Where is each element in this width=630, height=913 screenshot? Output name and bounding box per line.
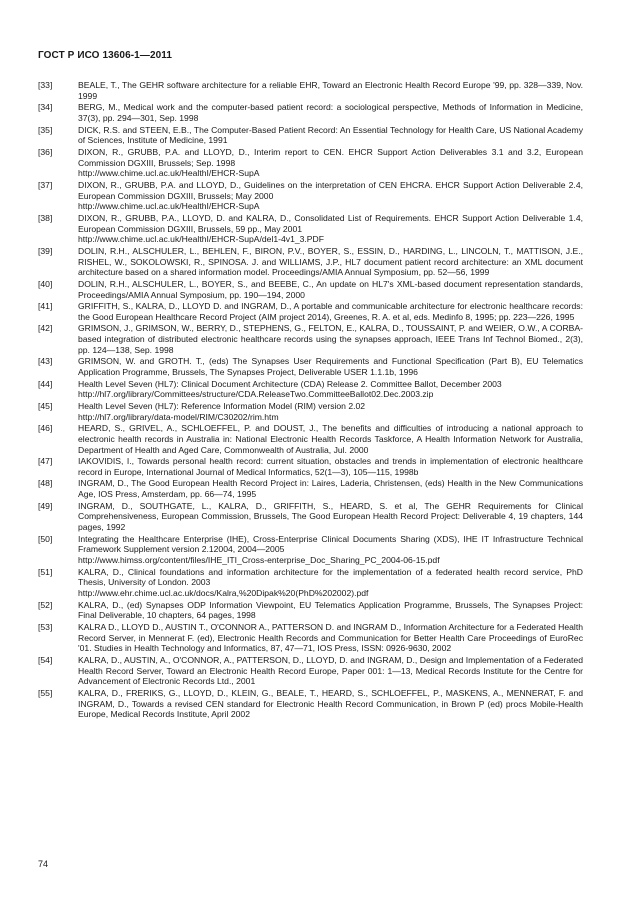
reference-entry — [38, 379, 583, 401]
reference-citation: BEALE, T., The GEHR software architecture for a reliable EHR, Toward an Electronic Health Record Europe '99, pp. 328—339, Nov. 1999 — [78, 80, 583, 101]
reference-url: http://www.chime.ucl.ac.uk/HealthI/EHCR-SupA — [78, 168, 260, 179]
reference-citation: GRIMSON, J., GRIMSON, W., BERRY, D., STEPHENS, G., FELTON, E., KALRA, D., TOUSSAINT, P. and WEIER, O.W., A CORBA-based integration of distributed electronic healthcare records using the synapses approach, IEEE Trans Inf Technol Biomed., 2(3), pp. 124—138, Sep. 1998 — [78, 323, 583, 355]
reference-number: [40] — [38, 278, 53, 289]
reference-number: [34] — [38, 102, 53, 113]
reference-citation: GRIMSON, W. and GROTH. T., (eds) The Synapses User Requirements and Functional Specification (Part B), EU Telematics Application Programme, Brussels, The Synapses Project, Deliverable USER 1.1.1b, 1996 — [78, 356, 583, 377]
reference-text — [78, 246, 583, 278]
reference-number: [38] — [38, 212, 53, 223]
reference-citation: DIXON, R., GRUBB, P.A., LLOYD, D. and KALRA, D., Consolidated List of Requirements. EHCR Support Action Deliverable 1.4, European Commission DGXIII, Brussels, 59 pp., May 2001 — [78, 212, 583, 234]
reference-text — [78, 534, 583, 566]
reference-text — [78, 478, 583, 500]
reference-number: [54] — [38, 654, 53, 665]
reference-citation: KALRA D., LLOYD D., AUSTIN T., O'CONNOR A., PATTERSON D. and INGRAM D., Information Architecture for a Federated Health Record Server, in Mennerat F. (ed), Electronic Health Records and Communication for Better Health Care Proceedings of EuroRec '01. Studies in Health Technology and Informatics, 87, 47—71, IOS Press, ISSN: 0926-9630, 2002 — [78, 621, 583, 654]
reference-number: [55] — [38, 687, 53, 698]
reference-text — [78, 501, 583, 533]
reference-text — [78, 301, 583, 323]
reference-number: [51] — [38, 566, 53, 577]
reference-citation: KALRA, D., AUSTIN, A., O'CONNOR, A., PATTERSON, D., LLOYD, D. and INGRAM, D., Design and Implementation of a Federated Health Record Server, Toward an Electronic Health Record Europe, Paper 001: 1—13, Medical Records Institute for the Centre for Advancement of Electronic Records Ltd., 2001 — [78, 654, 583, 687]
reference-number: [53] — [38, 621, 53, 632]
reference-citation: DOLIN, R.H., ALSCHULER, L., BOYER, S., and BEEBE, C., An update on HL7's XML-based document representation standards, Proceedings/AMIA Annual Symposium, pp. 190—194, 2000 — [78, 278, 583, 300]
reference-citation: DOLIN, R.H., ALSCHULER, L., BEHLEN, F., BIRON, P.V., BOYER, S., ESSIN, D., HARDING, L., LINCOLN, T., MATTISON, J.E., RISHEL, W., SOKOLOWSKI, R., SPINOSA. J. and WILLIAMS, J.P., HL7 document patient record architecture: an XML document architecture based on a shared information model. Proceedings/AMIA Annual Symposium, pp. 52—56, 1999 — [78, 245, 583, 278]
reference-entry — [38, 356, 583, 378]
reference-citation: INGRAM, D., SOUTHGATE, L., KALRA, D., GRIFFITH, S., HEARD, S. et al, The GEHR Requirements for Clinical Comprehensiveness, European Commission, Brussels, The Good European Health Record Project: Deliverable 4, 19 chapters, 144 pages, 1992 — [78, 500, 583, 532]
reference-entry — [38, 213, 583, 245]
reference-text — [78, 622, 583, 654]
reference-url: http://www.chime.ucl.ac.uk/HealthI/EHCR-SupA/del1-4v1_3.PDF — [78, 234, 324, 245]
reference-url: http://www.ehr.chime.ucl.ac.uk/docs/Kalra,%20Dipak%20(PhD%202002).pdf — [78, 588, 369, 598]
reference-text — [78, 323, 583, 355]
reference-entry — [38, 501, 583, 533]
reference-entry — [38, 655, 583, 687]
reference-text — [78, 80, 583, 102]
reference-text — [78, 102, 583, 124]
reference-text — [78, 379, 583, 401]
reference-entry — [38, 423, 583, 455]
reference-text — [78, 125, 583, 147]
reference-citation: HEARD, S., GRIVEL, A., SCHLOEFFEL, P. and DOUST, J., The benefits and difficulties of introducing a national approach to electronic health records in Australia in: National Electronic Health Records Taskforce, A Health Information Network for Australia, Department of Health and Aged Care, Commonwealth of Australia, Jul. 2000 — [78, 423, 583, 455]
reference-list — [38, 80, 583, 721]
reference-entry — [38, 180, 583, 212]
reference-entry — [38, 102, 583, 124]
reference-number: [41] — [38, 301, 53, 311]
reference-entry — [38, 80, 583, 102]
reference-number: [43] — [38, 356, 53, 367]
reference-text — [78, 213, 583, 245]
reference-url: http://www.himss.org/content/files/IHE_ITI_Cross-enterprise_Doc_Sharing_PC_2004-06-15.pdf — [78, 555, 440, 565]
reference-text — [78, 567, 583, 599]
reference-number: [39] — [38, 245, 53, 256]
reference-number: [44] — [38, 378, 53, 389]
reference-citation: Integrating the Healthcare Enterprise (IHE), Cross-Enterprise Clinical Documents Sharing (XDS), IHE IT Infrastructure Technical Framework Supplement version 2.12004, 2004—2005 — [78, 533, 583, 555]
reference-entry — [38, 567, 583, 599]
reference-text — [78, 600, 583, 622]
reference-number: [50] — [38, 533, 53, 544]
reference-number: [48] — [38, 478, 53, 489]
reference-citation: Health Level Seven (HL7): Clinical Document Architecture (CDA) Release 2. Committee Ballot, December 2003 — [78, 378, 502, 389]
reference-text — [78, 147, 583, 179]
page-number: 74 — [38, 859, 49, 869]
reference-entry — [38, 279, 583, 301]
reference-number: [47] — [38, 456, 53, 466]
reference-text — [78, 456, 583, 478]
reference-citation: DICK, R.S. and STEEN, E.B., The Computer-Based Patient Record: An Essential Technology for Health Care, US National Academy of Sciences, Institute of Medicine, 1991 — [78, 124, 583, 146]
reference-citation: BERG, M., Medical work and the computer-based patient record: a sociological perspective, Methods of Information in Medicine, 37(3), pp. 294—301, Sep. 1998 — [78, 102, 583, 123]
reference-number: [52] — [38, 599, 53, 610]
reference-citation: INGRAM, D., The Good European Health Record Project in: Laires, Laderia, Christensen, (eds) Health in the New Communications Age, IOS Press, Amsterdam, pp. 66—74, 1995 — [78, 478, 583, 499]
reference-entry — [38, 600, 583, 622]
reference-entry — [38, 301, 583, 323]
reference-citation: DIXON, R., GRUBB, P.A. and LLOYD, D., Interim report to CEN. EHCR Support Action Deliverables 3.1 and 3.2, European Commission DGXIII, Brussels; Sep. 1998 — [78, 146, 583, 168]
reference-number: [36] — [38, 146, 53, 157]
reference-entry — [38, 401, 583, 423]
reference-entry — [38, 125, 583, 147]
reference-entry — [38, 478, 583, 500]
reference-text — [78, 180, 583, 212]
reference-url: http://hl7.org/library/data-model/RIM/C30202/rim.htm — [78, 411, 279, 422]
reference-citation: IAKOVIDIS, I., Towards personal health record: current situation, obstacles and trends in implementation of electronic healthcare record in Europe, International Journal of Medical Informatics, 52(1—3), 105—115, 1998b — [78, 456, 583, 477]
reference-number: [45] — [38, 400, 53, 411]
reference-number: [35] — [38, 124, 53, 135]
reference-entry — [38, 534, 583, 566]
reference-number: [33] — [38, 80, 53, 90]
reference-citation: KALRA, D., FRERIKS, G., LLOYD, D., KLEIN, G., BEALE, T., HEARD, S., SCHLOEFFEL, P., MASKENS, A., MENNERAT, F. and INGRAM, D., Towards a revised CEN standard for Electronic Health Record Communication, in Brown P (ed) procs Mobile-Health Europe, Medical Records Institute, April 2002 — [78, 687, 583, 720]
reference-citation: KALRA, D., (ed) Synapses ODP Information Viewpoint, EU Telematics Application Programme, Brussels, The Synapses Project: Final Deliverable, 10 chapters, 64 pages, 1998 — [78, 599, 583, 621]
reference-text — [78, 655, 583, 687]
reference-entry — [38, 323, 583, 355]
reference-text — [78, 401, 583, 423]
reference-number: [37] — [38, 179, 53, 190]
reference-number: [42] — [38, 323, 53, 334]
reference-text — [78, 423, 583, 455]
reference-url: http://www.chime.ucl.ac.uk/HealthI/EHCR-SupA — [78, 201, 260, 212]
reference-citation: Health Level Seven (HL7): Reference Information Model (RIM) version 2.02 — [78, 400, 366, 411]
reference-entry — [38, 688, 583, 720]
reference-citation: GRIFFITH, S., KALRA, D., LLOYD D. and INGRAM, D., A portable and communicable architecture for electronic healthcare records: the Good European Healthcare Record Project (AIM project 2014), Greenes, R. A. et al, eds. Medinfo 8, 1995; pp. 223—226, 1995 — [78, 301, 583, 322]
reference-text — [78, 356, 583, 378]
reference-entry — [38, 456, 583, 478]
reference-number: [46] — [38, 423, 53, 433]
document-header: ГОСТ Р ИСО 13606-1—2011 — [38, 50, 173, 61]
reference-number: [49] — [38, 500, 53, 511]
reference-entry — [38, 147, 583, 179]
reference-citation: KALRA, D., Clinical foundations and information architecture for the implementation of a federated health record service, PhD Thesis, University of London. 2003 — [78, 566, 583, 588]
reference-url: http://hl7.org/library/Committees/structure/CDA.ReleaseTwo.CommitteeBallot02.Dec.2003.zip — [78, 389, 434, 400]
reference-text — [78, 279, 583, 301]
reference-text — [78, 688, 583, 720]
reference-entry — [38, 246, 583, 278]
reference-entry — [38, 622, 583, 654]
reference-citation: DIXON, R., GRUBB, P.A. and LLOYD, D., Guidelines on the interpretation of CEN EHCRA. EHCR Support Action Deliverable 2.4, European Commission DGXIII, Brussels; May 2000 — [78, 179, 583, 201]
